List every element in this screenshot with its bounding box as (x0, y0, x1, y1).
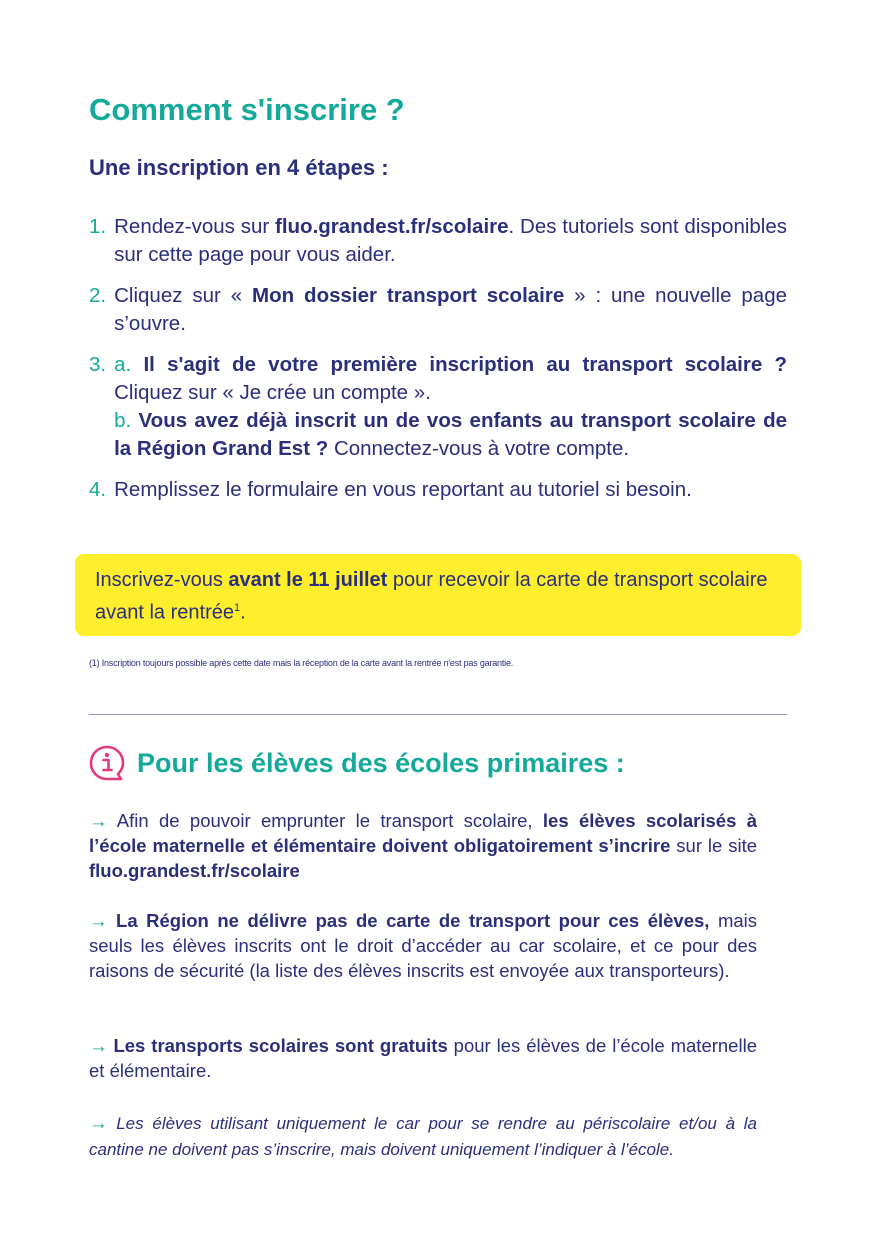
paragraph-text: pour les élèves de l’école maternelle et élémentaire. (89, 1035, 757, 1081)
paragraph-bold: les élèves scolarisés à l’école maternelle et élémentaire doivent obligatoirement s’incrire (89, 810, 757, 856)
step-text-post: » : une nouvelle page s’ouvre. (114, 284, 787, 335)
step-text (114, 213, 787, 269)
step-text (114, 351, 787, 463)
paragraph-bold: La Région ne délivre pas de carte de transport pour ces élèves, (107, 910, 710, 931)
step-number: 4. (89, 478, 107, 501)
substep-a-text: Cliquez sur « Je crée un compte ». (114, 381, 431, 404)
paragraph-italic: Les élèves utilisant uniquement le car pour se rendre au périscolaire et/ou à la cantine ne doivent pas s’inscrire, mais doivent uniquement l’indiquer à l’école. (89, 1114, 757, 1159)
steps-list (89, 213, 787, 517)
step-number: 1. (89, 215, 107, 238)
step-3 (89, 351, 787, 463)
step-text-pre: Rendez-vous sur (114, 215, 275, 238)
primary-paragraph-3 (89, 1033, 757, 1083)
step-text-pre: Cliquez sur « (114, 284, 253, 307)
footnote: (1) Inscription toujours possible après cette date mais la réception de la carte avant la rentrée n'est pas garantie. (89, 658, 514, 668)
primary-schools-heading: Pour les élèves des écoles primaires : (137, 748, 625, 778)
substep-b-bold: Vous avez déjà inscrit un de vos enfants au transport scolaire de la Région Grand Est ? (114, 409, 787, 460)
banner-text-post: pour recevoir la carte de transport scolaire avant la rentrée (95, 569, 768, 624)
substep-a-bold: Il s'agit de votre première inscription au transport scolaire ? (143, 353, 788, 376)
banner-text-end: . (240, 601, 246, 624)
primary-paragraph-4 (89, 1110, 757, 1162)
section-divider (89, 714, 787, 715)
step-4 (89, 476, 787, 504)
arrow-right-icon: → (89, 1112, 108, 1133)
footnote-marker: 1 (233, 602, 241, 614)
step-2 (89, 282, 787, 338)
substep-a-label: a. (114, 353, 144, 376)
site-link[interactable]: fluo.grandest.fr/scolaire (89, 860, 300, 881)
step-text: Remplissez le formulaire en vous reportant au tutoriel si besoin. (114, 478, 692, 501)
deadline-banner (75, 554, 801, 636)
info-speech-bubble-icon (88, 744, 126, 782)
banner-text-pre: Inscrivez-vous (95, 569, 229, 591)
section-subtitle: Une inscription en 4 étapes : (89, 155, 389, 180)
banner-deadline: avant le 11 juillet (228, 569, 388, 591)
step-number: 3. (89, 353, 107, 376)
arrow-right-icon: → (89, 1035, 108, 1056)
paragraph-text: sur le site (670, 835, 757, 856)
substep-b-text: Connectez-vous à votre compte. (328, 437, 630, 460)
step-text-bold: Mon dossier transport scolaire (252, 284, 565, 307)
step-1 (89, 213, 787, 269)
arrow-right-icon: → (89, 810, 108, 831)
step-number: 2. (89, 284, 107, 307)
substep-b-label: b. (114, 409, 139, 432)
step-text-post: . Des tutoriels sont disponibles sur cette page pour vous aider. (114, 215, 787, 266)
primary-paragraph-2 (89, 908, 757, 983)
arrow-right-icon: → (89, 910, 108, 931)
primary-paragraph-1 (89, 808, 757, 883)
site-link[interactable]: fluo.grandest.fr/scolaire (275, 215, 509, 238)
paragraph-text: Afin de pouvoir emprunter le transport scolaire, (107, 810, 543, 831)
paragraph-bold: Les transports scolaires sont gratuits (107, 1035, 448, 1056)
step-text (114, 282, 787, 338)
page-title: Comment s'inscrire ? (89, 92, 405, 127)
paragraph-text: mais seuls les élèves inscrits ont le droit d’accéder au car scolaire, et ce pour des raisons de sécurité (la liste des élèves inscrits est envoyée aux transporteurs). (89, 910, 758, 981)
